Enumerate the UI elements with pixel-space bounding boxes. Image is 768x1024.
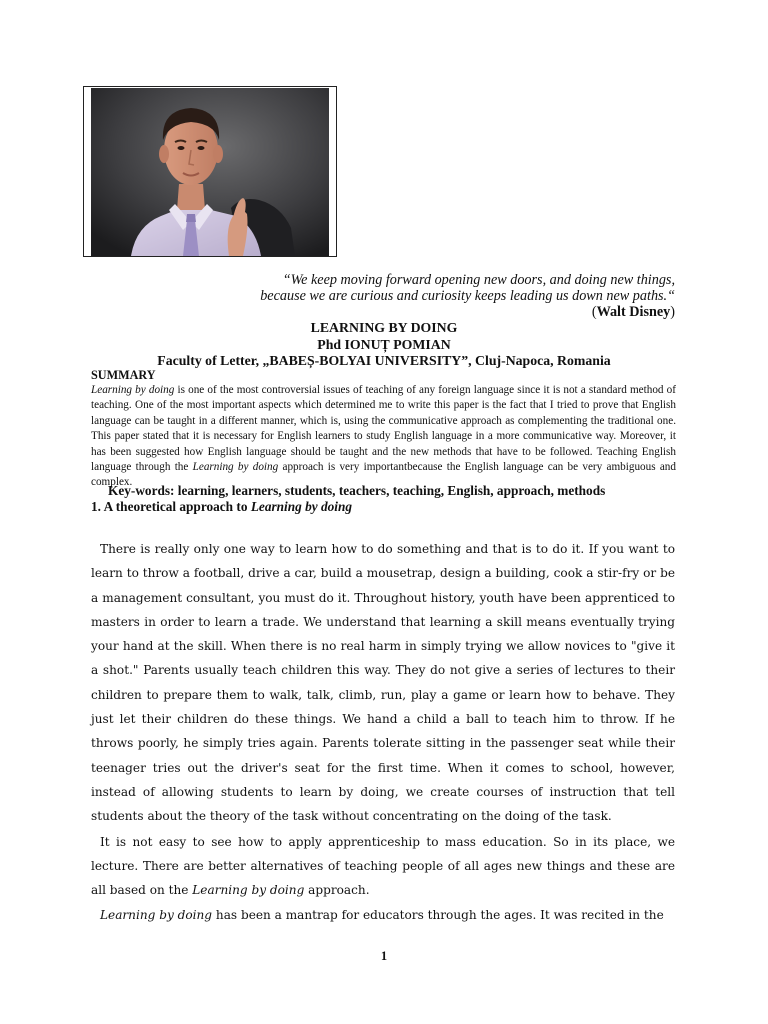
summary-term: Learning by doing (91, 384, 175, 396)
section-heading: 1. A theoretical approach to Learning by doing (91, 499, 353, 514)
keywords-text: : learning, learners, students, teachers, teaching, English, approach, methods (170, 483, 606, 498)
document-header (90, 320, 678, 370)
keywords-line (108, 483, 678, 499)
quote-text: “We keep moving forward opening new doors, and doing new things, because we are curious and curiosity keeps leading us down new paths.“ (260, 272, 675, 305)
keywords-label: Key-words (108, 483, 171, 498)
body-text (91, 537, 675, 928)
document-affiliation: Faculty of Letter, „BABEȘ-BOLYAI UNIVERSITY”, Cluj-Napoca, Romania (157, 353, 611, 368)
document-author: Phd IONUȚ POMIAN (317, 336, 451, 352)
summary-heading: SUMMARY (91, 368, 156, 382)
summary-term: Learning by doing (192, 461, 279, 474)
body-paragraph: There is really only one way to learn how to do something and that is to do it. If you want to learn to throw a football, drive a car, build a mousetrap, design a building, cook a stir-fry or be a management consultant, you must do it. Throughout history, youth have been apprenticed to masters in order to learn a trade. We understand that learning a skill means eventually trying your hand at the skill. When there is no real harm in simply trying we allow novices to "give it a shot." Parents usually teach children this way. They do not give a series of lectures to their children to prepare them to walk, talk, climb, run, play a game or learn how to behave. They just let their children do these things. We hand a child a ball to teach him to throw. If he throws poorly, he simply tries again. Parents tolerate sitting in the passenger seat while their teenager tries out the driver's seat for the first time. When it comes to school, however, instead of allowing students to learn by doing, we create courses of instruction that tell students about the theory of the task without concentrating on the doing of the task. (91, 542, 675, 824)
epigraph-quote (250, 272, 675, 321)
document-title: LEARNING BY DOING (310, 320, 458, 335)
body-paragraph: Learning by doing has been a mantrap for educators through the ages. It was recited in the (100, 908, 664, 923)
author-photo (91, 88, 329, 256)
quote-attribution: (Walt Disney) (591, 304, 675, 321)
author-photo-frame (83, 86, 337, 257)
quote-author: Walt Disney (596, 304, 671, 321)
summary-text: Learning by doing is one of the most controversial issues of teaching of any foreign language since it is not a standard method of teaching. One of the most important aspects which determined me to write this paper is the fact that I tried to prove that English language can be taught in a different manner, which is, using the communicative approach as complementing the traditional one. This paper stated that it is necessary for English learners to study English language in a more communicative way. Moreover, it has been suggested how English language should be taught and the new methods that have to be followed. Teaching English language through the Learning by doing approach is very importantbecause the English language can be very ambiguous and complex. (91, 384, 676, 489)
page-number: 1 (380, 949, 388, 963)
body-paragraph: It is not easy to see how to apply apprenticeship to mass education. So in its place, we lecture. There are better alternatives of teaching people of all ages new things and these are all based on the Learning by doing approach. (91, 834, 675, 898)
